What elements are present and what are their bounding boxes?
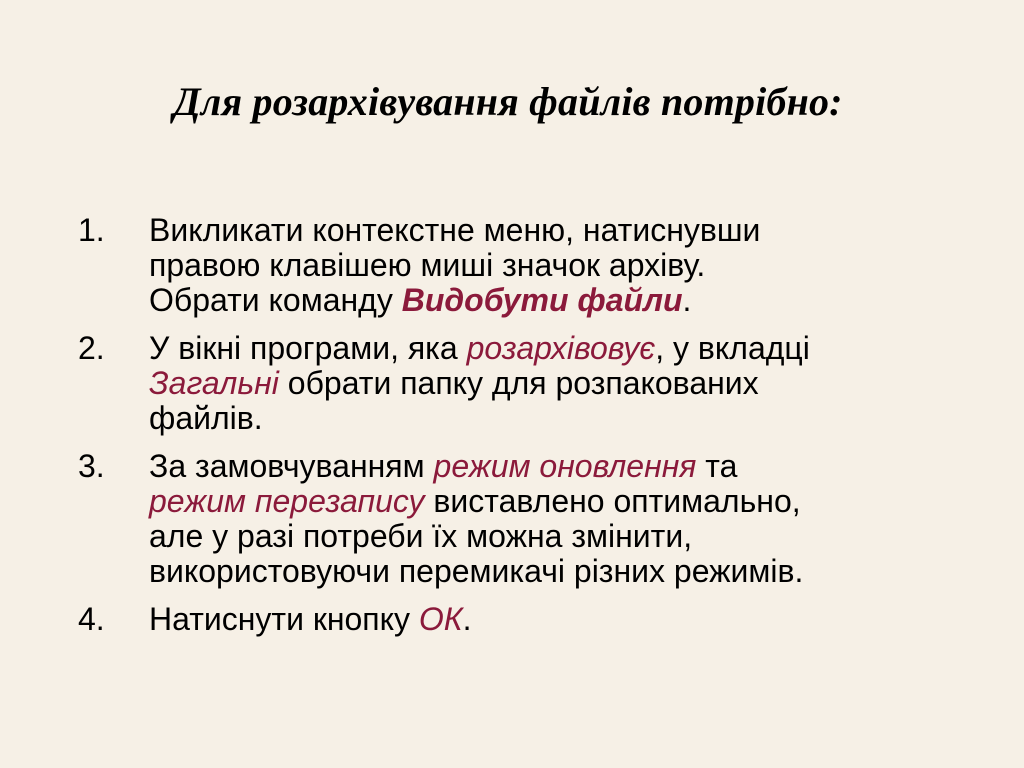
step-number: 1. (78, 212, 105, 248)
step-text: За замовчуванням (149, 448, 434, 484)
step-text: виставлено оптимально, (424, 483, 801, 519)
step-1 (78, 213, 1008, 318)
step-text: У вікні програми, яка (149, 330, 467, 366)
step-3 (78, 449, 1008, 589)
step-text-line (149, 602, 1008, 637)
step-text: . (682, 282, 692, 318)
step-text-line: файлів. (149, 400, 263, 436)
step-text: Натиснути кнопку (149, 601, 419, 637)
mode-name: режим оновлення (433, 448, 697, 484)
button-name: ОК (418, 601, 463, 637)
step-text-line (149, 484, 1008, 519)
step-text-line: використовуючи перемикачі різних режимів. (149, 553, 804, 589)
step-number: 2. (78, 330, 105, 366)
mode-name: режим перезапису (149, 483, 425, 519)
step-number: 3. (78, 448, 105, 484)
command-name: Видобути файли (401, 282, 683, 318)
step-text: . (462, 601, 472, 637)
step-text: , у вкладці (655, 330, 810, 366)
step-text-line: але у разі потреби їх можна змінити, (149, 518, 693, 554)
step-2 (78, 331, 1008, 436)
step-text: та (696, 448, 738, 484)
step-text-line (149, 283, 1008, 318)
step-4 (78, 602, 1008, 637)
step-text-line (149, 366, 1008, 401)
step-text-line: Викликати контекстне меню, натиснувши (149, 212, 761, 248)
tab-name: Загальні (149, 365, 279, 401)
step-text: Обрати команду (149, 282, 402, 318)
slide-title: Для розархівування файлів потрібно: (173, 79, 843, 124)
steps-list (78, 213, 1008, 650)
step-text-line (149, 331, 1008, 366)
step-text-line: правою клавішею миші значок архіву. (149, 247, 706, 283)
step-text: обрати папку для розпакованих (278, 365, 759, 401)
highlight-term: розархівовує (466, 330, 656, 366)
step-text-line (149, 449, 1008, 484)
step-number: 4. (78, 601, 105, 637)
